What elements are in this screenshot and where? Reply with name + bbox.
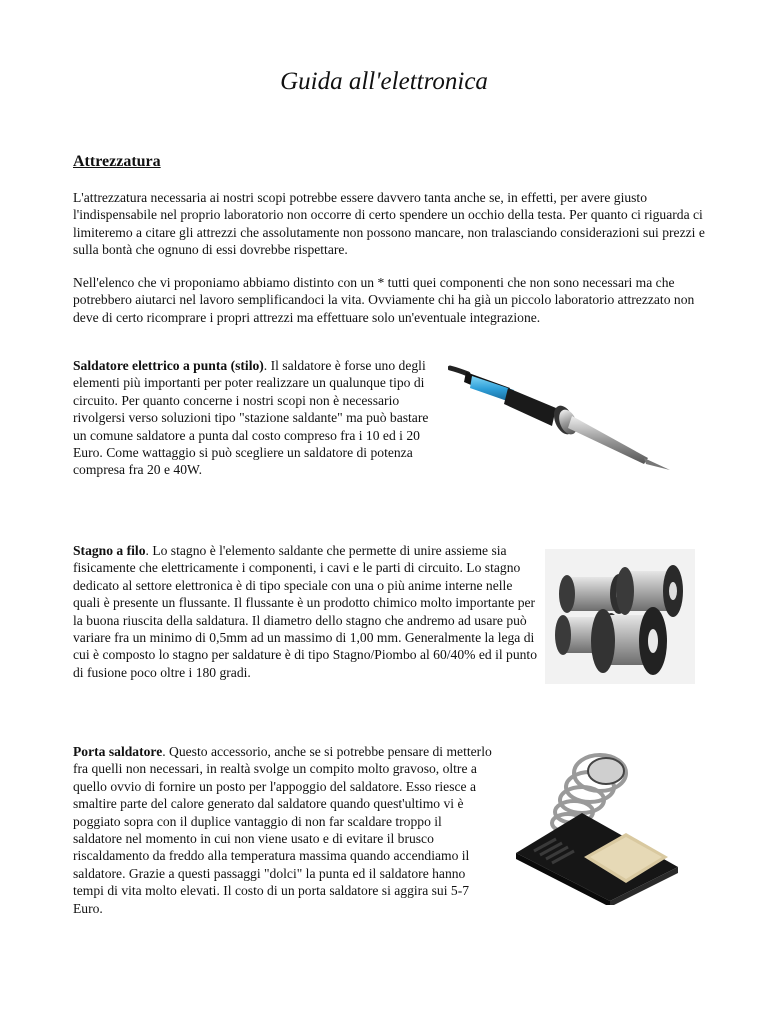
page-title: Guida all'elettronica [280,68,488,95]
soldering-iron-text: . Il saldatore è forse uno degli elementi più importanti per poter realizzare un qualunque tipo di circuito. Per quanto concerne i nostri scopi non è necessario rivolgersi verso soluzioni tipo "stazione saldante" ma può bastare un comune saldatore a punta dal costo compreso fra i 10 ed i 20 Euro. Come wattaggio si può scegliere un saldatore di potenza compresa fra 20 e 40W. [73,358,429,478]
solder-wire-spools-image [545,549,695,684]
section-heading: Attrezzatura [73,153,161,170]
soldering-stand-term: Porta saldatore [73,744,163,759]
solder-wire-term: Stagno a filo [73,543,146,558]
soldering-stand-text: . Questo accessorio, anche se si potrebbe pensare di metterlo fra quelli non necessari, in realtà svolge un compito molto gravoso, oltre a quello ovvio di fornire un posto per l'appoggio del saldatore. Esso riesce a smaltire parte del calore generato dal saldatore quando quest'ultimo vi è poggiato sopra con il duplice vantaggio di non far scaldare troppo il saldatore nel momento in cui non viene usato e di evitare il brusco riscaldamento da freddo alla temperatura massima quando accendiamo il saldatore. Grazie a questi passaggi "dolci" la punta ed il saldatore hanno tempi di vita molto elevati. Il costo di un porta saldatore si aggira sui 5-7 Euro. [73,744,492,916]
solder-wire-text: . Lo stagno è l'elemento saldante che permette di unire assieme sia fisicamente che elettricamente i componenti, i cavi e le parti di circuito. Lo stagno dedicato al settore elettronica è di tipo speciale con una o più anime interne nelle quali è presente un flussante. Il flussante è un prodotto chimico molto importante per la buona riuscita della saldatura. Il diametro dello stagno che andremo ad usare può variare fra un minimo di 0,5mm ad un massimo di 1,00 mm. Generalmente la lega di cui è composto lo stagno per saldature è di tipo Stagno/Piombo al 60/40% ed il punto di fusione poco oltre i 180 gradi. [73,543,538,680]
soldering-iron-paragraph [73,357,445,479]
soldering-stand-image [510,745,682,905]
soldering-iron-term: Saldatore elettrico a punta (stilo) [73,358,264,373]
solder-wire-paragraph [73,542,538,681]
soldering-iron-image [448,360,676,478]
intro-paragraph-2: Nell'elenco che vi proponiamo abbiamo distinto con un * tutti quei componenti che non sono necessari ma che potrebbero aiutarci nel lavoro semplificandoci la vita. Ovviamente chi ha già un piccolo laboratorio attrezzato non deve di certo ricomprare i propri attrezzi ma effettuare solo un'eventuale integrazione. [73,275,695,325]
intro-paragraph-1: L'attrezzatura necessaria ai nostri scopi potrebbe essere davvero tanta anche se, in effetti, per avere giusto l'indispensabile nel proprio laboratorio non occorre di certo spendere un occhio della testa. Per quanto ci riguarda ci limiteremo a citare gli attrezzi che assolutamente non possono mancare, non tralasciando considerazioni sui prezzi e sulla bontà che ognuno di essi dovrebbe rispettare. [73,190,705,258]
soldering-stand-paragraph [73,743,493,917]
